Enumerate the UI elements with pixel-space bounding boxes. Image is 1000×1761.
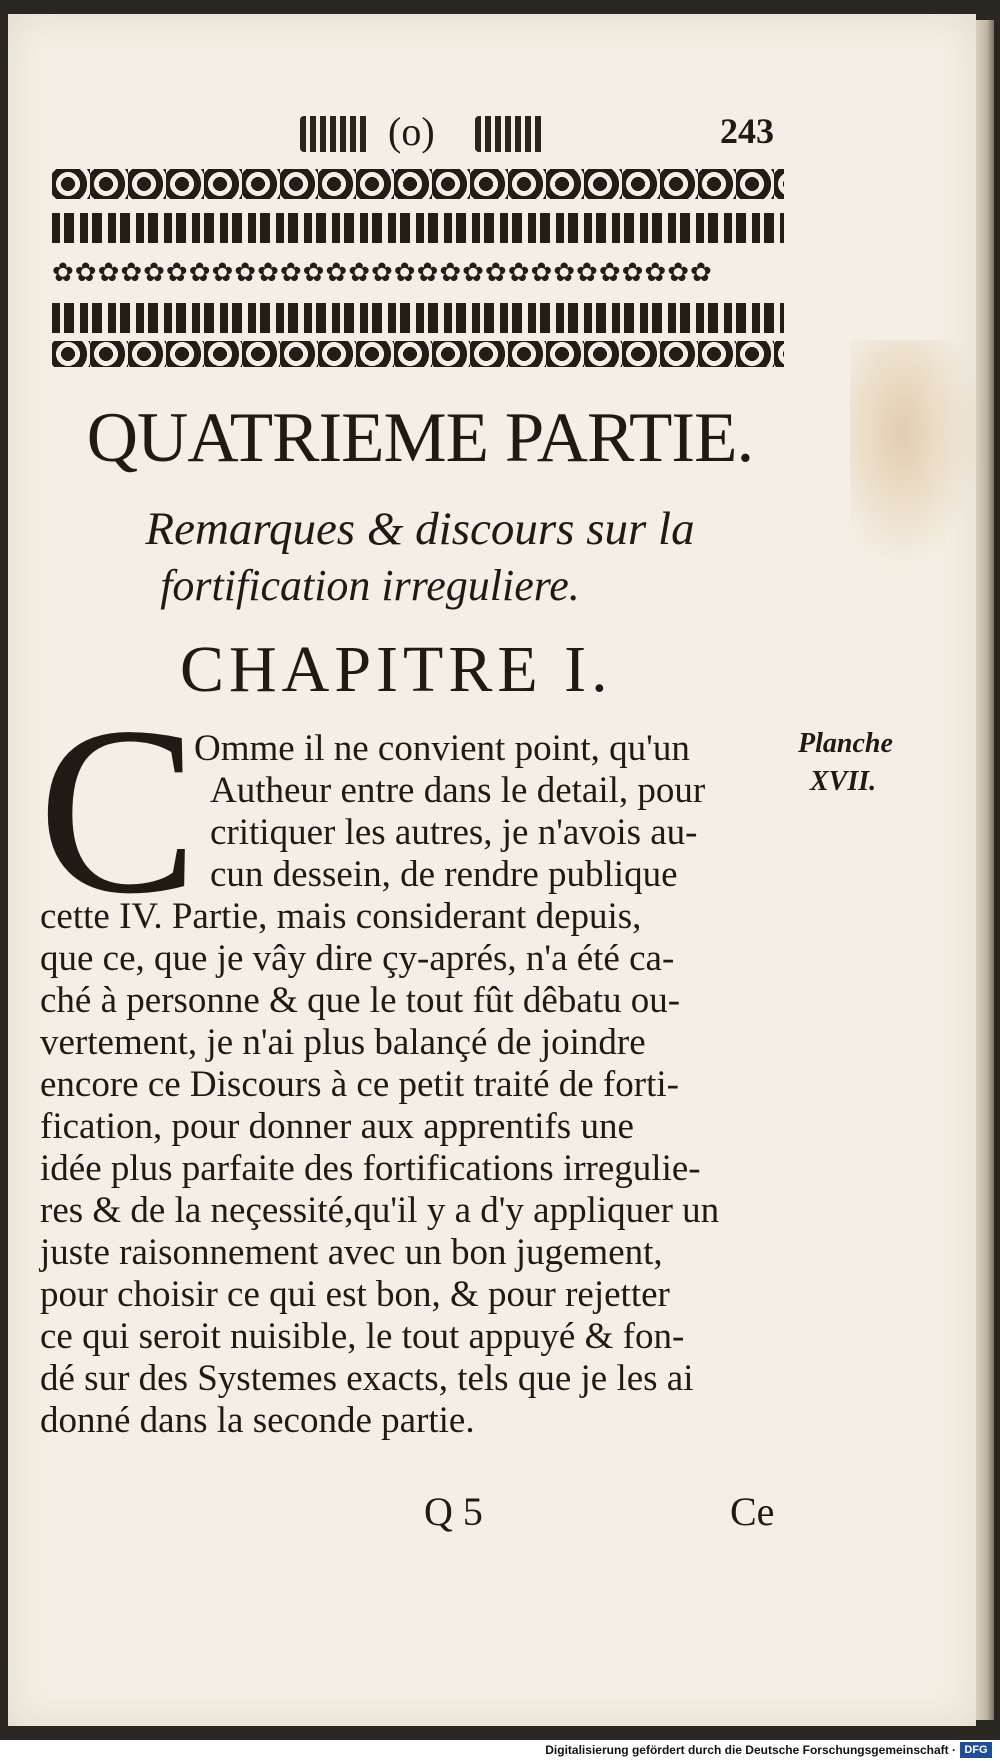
page-edge: [976, 20, 994, 1720]
ornamental-headpiece: [52, 165, 784, 365]
body-line: critiquer les autres, je n'avois au-: [210, 812, 698, 853]
body-line: cun dessein, de rendre publique: [210, 854, 678, 895]
headpiece-row-1: [52, 169, 784, 199]
body-line: vertement, je n'ai plus balançé de joindre: [40, 1022, 646, 1063]
body-line: ché à personne & que le tout fût dêbatu ou-: [40, 980, 681, 1021]
body-line: fication, pour donner aux apprentifs une: [40, 1106, 634, 1147]
part-title: QUATRIEME PARTIE.: [86, 399, 754, 477]
water-stain: [850, 340, 980, 570]
headpiece-row-5: [52, 341, 784, 367]
header-ornament-left: [300, 116, 370, 152]
body-line: donné dans la seconde partie.: [40, 1400, 475, 1441]
headpiece-row-4: [52, 303, 784, 333]
margin-note-line-1: Planche: [798, 728, 893, 759]
body-line: juste raisonnement avec un bon jugement,: [40, 1232, 663, 1273]
catchword: Ce: [730, 1489, 775, 1534]
headpiece-row-3: ✿✿✿✿✿✿✿✿✿✿✿✿✿✿✿✿✿✿✿✿✿✿✿✿✿✿✿✿✿: [52, 259, 713, 287]
headpiece-row-2: [52, 213, 784, 243]
body-line: cette IV. Partie, mais considerant depuis,: [40, 896, 642, 937]
running-header: [290, 108, 790, 158]
header-signature: (o): [388, 109, 435, 154]
signature-mark: Q 5: [424, 1489, 483, 1534]
subtitle-line-1: Remarques & discours sur la: [145, 503, 695, 555]
margin-note-line-2: XVII.: [810, 766, 877, 797]
body-line: Autheur entre dans le detail, pour: [210, 770, 706, 811]
body-line: pour choisir ce qui est bon, & pour rejetter: [40, 1274, 670, 1315]
body-line: idée plus parfaite des fortifications irregulie-: [40, 1148, 701, 1189]
body-line: Omme il ne convient point, qu'un: [194, 728, 690, 769]
drop-capital: C: [38, 677, 199, 943]
body-line: encore ce Discours à ce petit traité de forti-: [40, 1064, 679, 1105]
body-line: res & de la neçessité,qu'il y a d'y appliquer un: [40, 1190, 720, 1231]
chapter-title: CHAPITRE I.: [180, 633, 613, 706]
body-line: ce qui seroit nuisible, le tout appuyé & fon-: [40, 1316, 685, 1357]
dfg-logo: DFG: [960, 1742, 992, 1758]
page-number: 243: [720, 111, 774, 151]
body-line: que ce, que je vây dire çy-aprés, n'a été ca-: [40, 938, 675, 979]
body-line: dé sur des Systemes exacts, tels que je les ai: [40, 1358, 694, 1399]
header-ornament-right: [475, 116, 545, 152]
footer-credit: Digitalisierung gefördert durch die Deutsche Forschungsgemeinschaft ·: [545, 1743, 956, 1757]
subtitle-line-2: fortification irreguliere.: [160, 561, 580, 610]
